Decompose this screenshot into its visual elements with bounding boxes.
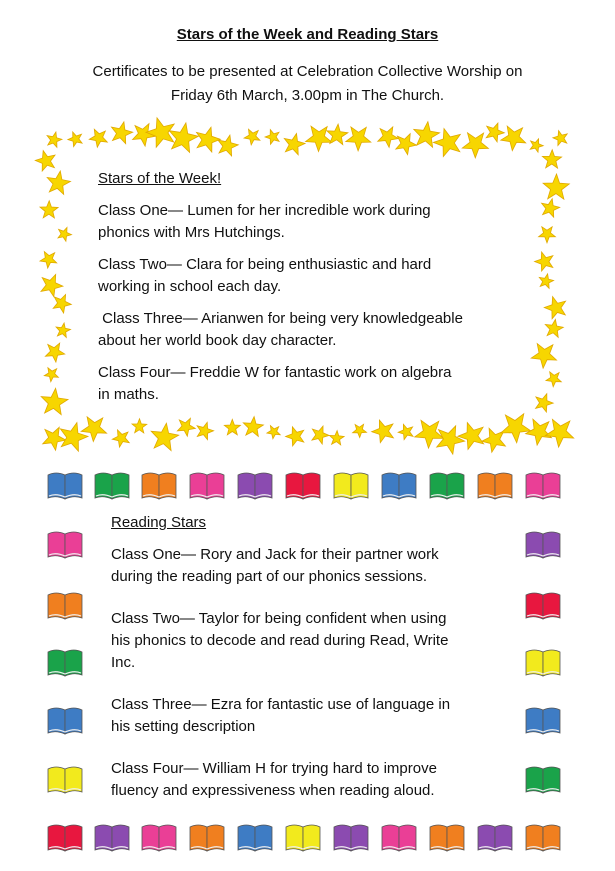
entry-line: about her world book day character. [98,332,337,349]
book-icon [380,470,418,500]
book-icon [476,470,514,500]
subtitle-line-2: Friday 6th March, 3.00pm in The Church. [170,87,445,104]
entry-line: his phonics to decode and read during Read, Write [111,632,449,649]
reading-entry [111,544,511,588]
entry-line: Class Two— Taylor for being confident when using [111,610,447,627]
book-icon [93,822,131,852]
subtitle-line-1: Certificates to be presented at Celebration Collective Worship on [92,63,523,80]
book-icon [46,764,84,794]
entry-line: Inc. [111,654,136,671]
entry-line: in maths. [98,386,159,403]
stars-of-week-heading: Stars of the Week! [98,170,222,187]
book-icon [428,470,466,500]
page-title: Stars of the Week and Reading Stars [176,26,439,43]
book-icon [380,822,418,852]
book-icon [46,822,84,852]
reading-stars-heading: Reading Stars [111,514,207,531]
book-icon [236,470,274,500]
book-icon [524,470,562,500]
book-icon [524,822,562,852]
entry-line: phonics with Mrs Hutchings. [98,224,285,241]
entry-line: Class Four— William H for trying hard to improve [111,760,437,777]
book-icon [236,822,274,852]
entry-line: Class One— Lumen for her incredible work during [98,202,431,219]
entry-line: Class Four— Freddie W for fantastic work on algebra [98,364,452,381]
book-icon [188,470,226,500]
book-icon [188,822,226,852]
book-icon [46,529,84,559]
entry-line: Class Two— Clara for being enthusiastic and hard [98,256,432,273]
book-icon [524,705,562,735]
entry-line: his setting description [111,718,256,735]
book-icon [140,470,178,500]
book-icon [524,529,562,559]
book-icon [46,470,84,500]
entry-line: during the reading part of our phonics sessions. [111,568,428,585]
book-icon [332,470,370,500]
book-icon [46,590,84,620]
book-icon [93,470,131,500]
book-icon [524,647,562,677]
entry-line: Class Three— Arianwen for being very knowledgeable [98,310,463,327]
entry-line: fluency and expressiveness when reading aloud. [111,782,435,799]
entry-line: Class One— Rory and Jack for their partner work [111,546,439,563]
book-icon [284,470,322,500]
reading-stars-section [111,512,511,812]
entry-line: Class Three— Ezra for fantastic use of language in [111,696,451,713]
book-icon [46,705,84,735]
reading-entry [111,694,511,738]
book-icon [140,822,178,852]
book-icon [428,822,466,852]
entry-line: working in school each day. [98,278,282,295]
reading-entry [111,608,511,674]
book-icon [524,764,562,794]
reading-entry [111,758,511,802]
book-icon [46,647,84,677]
book-icon [332,822,370,852]
book-icon [284,822,322,852]
book-icon [524,590,562,620]
book-icon [476,822,514,852]
